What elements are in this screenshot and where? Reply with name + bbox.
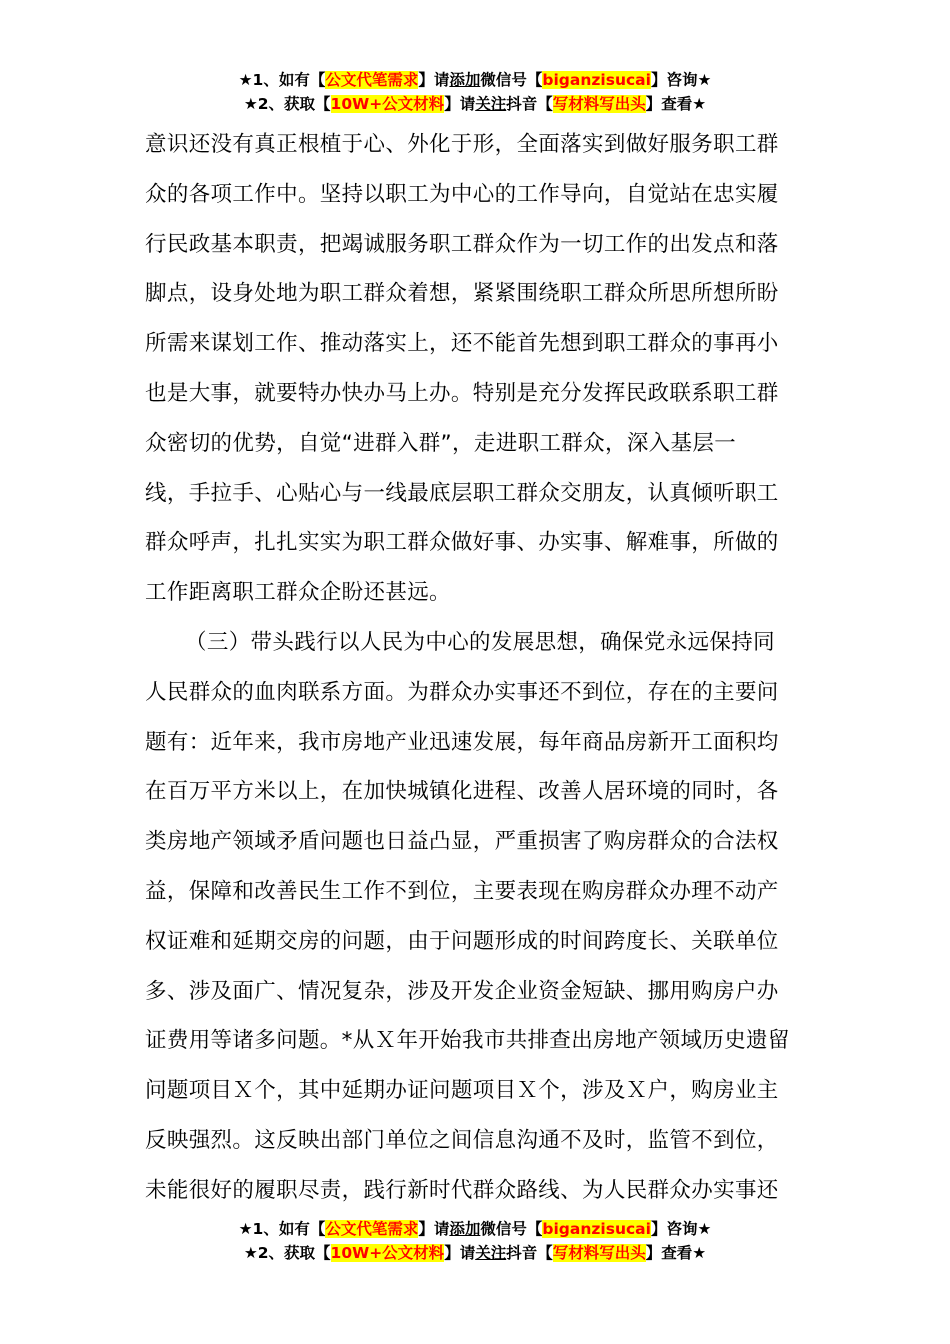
body-line: 也是大事，就要特办快办马上办。特别是充分发挥民政联系职工群 (145, 380, 779, 406)
body-line: 证费用等诸多问题。*从Ｘ年开始我市共排查出房地产领域历史遗留 (145, 1028, 790, 1054)
footer-l1-prefix: ★1、如有【 (238, 1220, 326, 1238)
body-line: 未能很好的履职尽责，践行新时代群众路线、为人民群众办实事还 (145, 1177, 779, 1203)
header-l2-highlight-materials: 10W+公文材料 (330, 95, 445, 113)
body-line: 权证难和延期交房的问题，由于问题形成的时间跨度长、关联单位 (145, 928, 779, 954)
body-line: 题有：近年来，我市房地产业迅速发展，每年商品房新开工面积均 (145, 729, 779, 755)
header-l2-underline-follow: 关注 (475, 95, 507, 113)
body-line: 在百万平方米以上，在加快城镇化进程、改善人居环境的同时，各 (145, 779, 779, 805)
body-line: 益，保障和改善民生工作不到位，主要表现在购房群众办理不动产 (145, 878, 779, 904)
header-l1-wechat-label: 微信号【 (480, 71, 543, 89)
body-line: 众的各项工作中。坚持以职工为中心的工作导向，自觉站在忠实履 (145, 181, 779, 207)
footer-l1-underline-add: 添加 (449, 1220, 481, 1238)
header-l1-prefix: ★1、如有【 (238, 71, 326, 89)
header-banner-line-2 (0, 92, 950, 116)
footer-l1-wechat-label: 微信号【 (480, 1220, 543, 1238)
header-l2-please: 】请 (444, 95, 476, 113)
footer-l2-suffix: 】查看★ (645, 1244, 707, 1262)
footer-l2-douyin-label: 抖音【 (506, 1244, 553, 1262)
header-l1-highlight-service: 公文代笔需求 (325, 71, 419, 89)
body-line: 问题项目Ｘ个，其中延期办证问题项目Ｘ个，涉及Ｘ户，购房业主 (145, 1078, 779, 1104)
body-line: 所需来谋划工作、推动落实上，还不能首先想到职工群众的事再小 (145, 331, 779, 357)
footer-l2-highlight-account: 写材料写出头 (552, 1244, 646, 1262)
body-line: 意识还没有真正根植于心、外化于形，全面落实到做好服务职工群 (145, 132, 779, 157)
body-line: 类房地产领域矛盾问题也日益凸显，严重损害了购房群众的合法权 (145, 829, 779, 855)
header-l1-suffix: 】咨询★ (650, 71, 712, 89)
header-l2-prefix: ★2、获取【 (243, 95, 331, 113)
footer-l2-prefix: ★2、获取【 (243, 1244, 331, 1262)
footer-l2-please: 】请 (444, 1244, 476, 1262)
body-line: 行民政基本职责，把竭诚服务职工群众作为一切工作的出发点和落 (145, 231, 779, 257)
header-l1-underline-add: 添加 (449, 71, 481, 89)
header-l2-highlight-account: 写材料写出头 (552, 95, 646, 113)
footer-l2-highlight-materials: 10W+公文材料 (330, 1244, 445, 1262)
footer-banner-line-1 (0, 1217, 950, 1241)
section-heading-line: （三）带头践行以人民为中心的发展思想，确保党永远保持同 (185, 629, 775, 655)
body-line: 线，手拉手、心贴心与一线最底层职工群众交朋友，认真倾听职工 (145, 480, 779, 506)
document-body (145, 120, 807, 1216)
header-l2-douyin-label: 抖音【 (506, 95, 553, 113)
footer-banner (0, 1217, 950, 1265)
body-line: 众密切的优势，自觉“进群入群”，走进职工群众，深入基层一 (145, 430, 737, 456)
body-line: 多、涉及面广、情况复杂，涉及开发企业资金短缺、挪用购房户办 (145, 978, 779, 1004)
body-line: 人民群众的血肉联系方面。为群众办实事还不到位，存在的主要问 (145, 679, 779, 705)
header-l2-suffix: 】查看★ (645, 95, 707, 113)
header-l1-highlight-wechat-id: biganzisucai (542, 71, 651, 89)
footer-l1-suffix: 】咨询★ (650, 1220, 712, 1238)
body-line: 工作距离职工群众企盼还甚远。 (145, 580, 451, 606)
body-line: 反映强烈。这反映出部门单位之间信息沟通不及时，监管不到位， (145, 1127, 779, 1153)
header-banner-line-1 (0, 68, 950, 92)
body-line: 脚点，设身处地为职工群众着想，紧紧围绕职工群众所思所想所盼 (145, 281, 779, 307)
header-banner (0, 68, 950, 116)
footer-l2-underline-follow: 关注 (475, 1244, 507, 1262)
header-l1-please: 】请 (418, 71, 450, 89)
footer-l1-highlight-wechat-id: biganzisucai (542, 1220, 651, 1238)
footer-l1-highlight-service: 公文代笔需求 (325, 1220, 419, 1238)
body-line: 群众呼声，扎扎实实为职工群众做好事、办实事、解难事，所做的 (145, 530, 779, 556)
footer-banner-line-2 (0, 1241, 950, 1265)
footer-l1-please: 】请 (418, 1220, 450, 1238)
